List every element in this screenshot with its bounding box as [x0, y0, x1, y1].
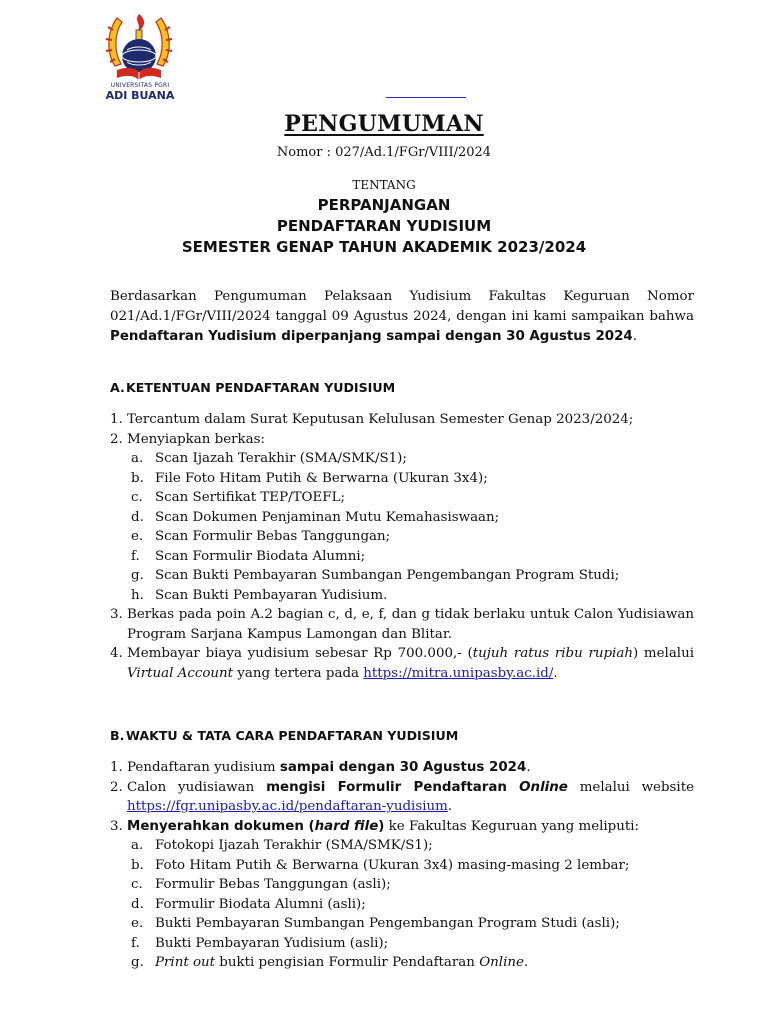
item-number: 1. [110, 760, 123, 775]
section-b-title: WAKTU & TATA CARA PENDAFTARAN YUDISIUM [126, 728, 459, 743]
item-text-part: Pendaftaran yudisium [127, 760, 280, 775]
sub-list-item [110, 875, 694, 895]
sub-item-text: Scan Formulir Biodata Alumni; [155, 548, 366, 564]
item-text: Menyiapkan berkas: [127, 431, 266, 447]
item-text: Tercantum dalam Surat Keputusan Kelulusan Semester Genap 2023/2024; [127, 412, 634, 427]
item-text-bold: sampai dengan 30 Agustus 2024 [279, 760, 527, 775]
item-number: 1. [110, 412, 123, 427]
list-item [110, 605, 694, 644]
sub-item-letter: b. [131, 470, 144, 486]
sub-item-letter: g. [131, 955, 144, 970]
item-text-bold-italic: hard file [314, 818, 379, 834]
list-item [110, 644, 694, 683]
list-item [110, 410, 694, 430]
registration-form-link[interactable]: https://fgr.unipasby.ac.id/pendaftaran-yudisium [127, 799, 448, 814]
sub-item-text: Formulir Bebas Tanggungan (asli); [155, 877, 391, 892]
sub-item-text: Scan Ijazah Terakhir (SMA/SMK/S1); [155, 451, 407, 466]
list-item [110, 778, 694, 817]
page-title: PENGUMUMAN [284, 111, 484, 137]
list-item [110, 758, 694, 778]
sub-item-letter: e. [131, 916, 144, 931]
sub-item-text: Scan Bukti Pembayaran Yudisium. [155, 587, 388, 603]
sub-list-item [110, 566, 694, 586]
sub-list-item [110, 527, 694, 547]
subtitle-line-1: PERPANJANGAN [317, 196, 451, 214]
sub-list-item [110, 449, 694, 469]
section-a-title: KETENTUAN PENDAFTARAN YUDISIUM [126, 380, 396, 395]
intro-end: . [632, 329, 637, 344]
item-text [127, 644, 694, 683]
sub-list-item [110, 469, 694, 489]
mitra-portal-link[interactable]: https://mitra.unipasby.ac.id/ [363, 665, 554, 681]
sub-item-letter: b. [131, 857, 144, 873]
sub-item-letter: d. [131, 896, 144, 912]
list-item [110, 430, 694, 450]
item-text-bold: mengisi Formulir Pendaftaran [266, 779, 520, 795]
item-text-part: Membayar biaya yudisium sebesar Rp 700.000,- ( [127, 646, 473, 661]
item-text-part: melalui website [567, 779, 694, 795]
sub-list-item [110, 586, 694, 606]
item-text-italic: tujuh ratus ribu rupiah [472, 646, 633, 661]
sub-item-letter: f. [131, 935, 140, 951]
sub-item-text: File Foto Hitam Putih & Berwarna (Ukuran 3x4); [155, 470, 488, 486]
item-text-italic: Virtual Account [127, 665, 234, 681]
list-item [110, 817, 694, 837]
sub-item-text: Scan Dokumen Penjaminan Mutu Kemahasiswaan; [155, 509, 500, 525]
item-text-part: ke Fakultas Keguruan yang meliputi: [384, 818, 640, 834]
sub-item-letter: a. [131, 451, 144, 466]
header-rule [386, 97, 466, 98]
sub-item-letter: g. [131, 568, 144, 583]
item-number: 2. [110, 431, 123, 447]
university-emblem-icon [103, 10, 175, 86]
item-number: 4. [110, 646, 123, 661]
logo-caption-name: ADI BUANA [105, 89, 175, 102]
item-number: 2. [110, 779, 123, 795]
sub-item-text: Foto Hitam Putih & Berwarna (Ukuran 3x4) masing-masing 2 lembar; [155, 857, 630, 873]
intro-paragraph [110, 287, 694, 347]
item-number: 3. [110, 607, 123, 622]
sub-list-item [110, 953, 694, 973]
logo-caption-small: UNIVERSITAS PGRI [110, 82, 170, 89]
sub-item-letter: c. [131, 877, 143, 892]
document-number: Nomor : 027/Ad.1/FGr/VIII/2024 [276, 145, 492, 160]
item-text-part: Calon yudisiawan [127, 779, 267, 795]
item-text-bold-italic: Online [519, 779, 568, 795]
sub-list-item [110, 508, 694, 528]
sub-list-item [110, 914, 694, 934]
item-text-part: yang tertera pada [233, 665, 364, 681]
sub-list-item [110, 488, 694, 508]
item-text: Berkas pada poin A.2 bagian c, d, e, f, dan g tidak berlaku untuk Calon Yudisiawan Program Sarjana Kampus Lamongan dan Blitar. [127, 607, 694, 642]
sub-list-item [110, 856, 694, 876]
item-text [127, 817, 694, 837]
section-b-list [110, 758, 694, 973]
sub-list-item [110, 547, 694, 567]
sub-list-item [110, 836, 694, 856]
section-a-heading [110, 380, 395, 395]
sub-item-text: Scan Bukti Pembayaran Sumbangan Pengembangan Program Studi; [155, 568, 620, 583]
sub-item-letter: d. [131, 509, 144, 525]
sub-item-italic: Print out [155, 955, 216, 970]
section-b-letter: B. [110, 728, 125, 743]
sub-item-text: . [523, 955, 529, 970]
item-text-part: ) melalui [632, 646, 694, 661]
sub-item-text: Fotokopi Ijazah Terakhir (SMA/SMK/S1); [155, 838, 433, 853]
item-text-bold: Menyerahkan dokumen ( [127, 818, 315, 834]
sub-item-text: bukti pengisian Formulir Pendaftaran [215, 955, 480, 970]
item-text [127, 778, 694, 817]
item-text-part: . [553, 665, 558, 681]
sub-item-letter: f. [131, 548, 140, 564]
item-text [127, 758, 694, 778]
section-a-list [110, 410, 694, 683]
item-number: 3. [110, 818, 123, 834]
about-label: TENTANG [352, 178, 416, 192]
item-text-part: . [447, 799, 453, 814]
intro-text: Berdasarkan Pengumuman Pelaksaan Yudisium Fakultas Keguruan Nomor 021/Ad.1/FGr/VIII/2024 tanggal 09 Agustus 2024, dengan ini kami sampaikan bahwa [110, 289, 694, 324]
sub-item-text: Scan Sertifikat TEP/TOEFL; [155, 490, 345, 505]
sub-item-letter: e. [131, 529, 144, 544]
sub-item-italic: Online [479, 955, 524, 970]
sub-item-letter: c. [131, 490, 143, 505]
sub-item-text: Bukti Pembayaran Sumbangan Pengembangan Program Studi (asli); [155, 916, 620, 931]
sub-list-item [110, 895, 694, 915]
subtitle-line-2: PENDAFTARAN YUDISIUM [276, 217, 492, 235]
sub-item-letter: a. [131, 838, 144, 853]
section-a-letter: A. [110, 380, 125, 395]
item-text-bold: ) [378, 818, 385, 834]
sub-item-text: Scan Formulir Bebas Tanggungan; [155, 529, 391, 544]
sub-item-text: Formulir Biodata Alumni (asli); [155, 896, 366, 912]
subtitle-line-3: SEMESTER GENAP TAHUN AKADEMIK 2023/2024 [181, 238, 587, 256]
sub-list-item [110, 934, 694, 954]
sub-item-text: Bukti Pembayaran Yudisium (asli); [155, 935, 389, 951]
sub-item-letter: h. [131, 587, 144, 603]
intro-highlight: Pendaftaran Yudisium diperpanjang sampai dengan 30 Agustus 2024 [110, 329, 633, 344]
item-text-part: . [526, 760, 531, 775]
section-b-heading [110, 728, 458, 743]
